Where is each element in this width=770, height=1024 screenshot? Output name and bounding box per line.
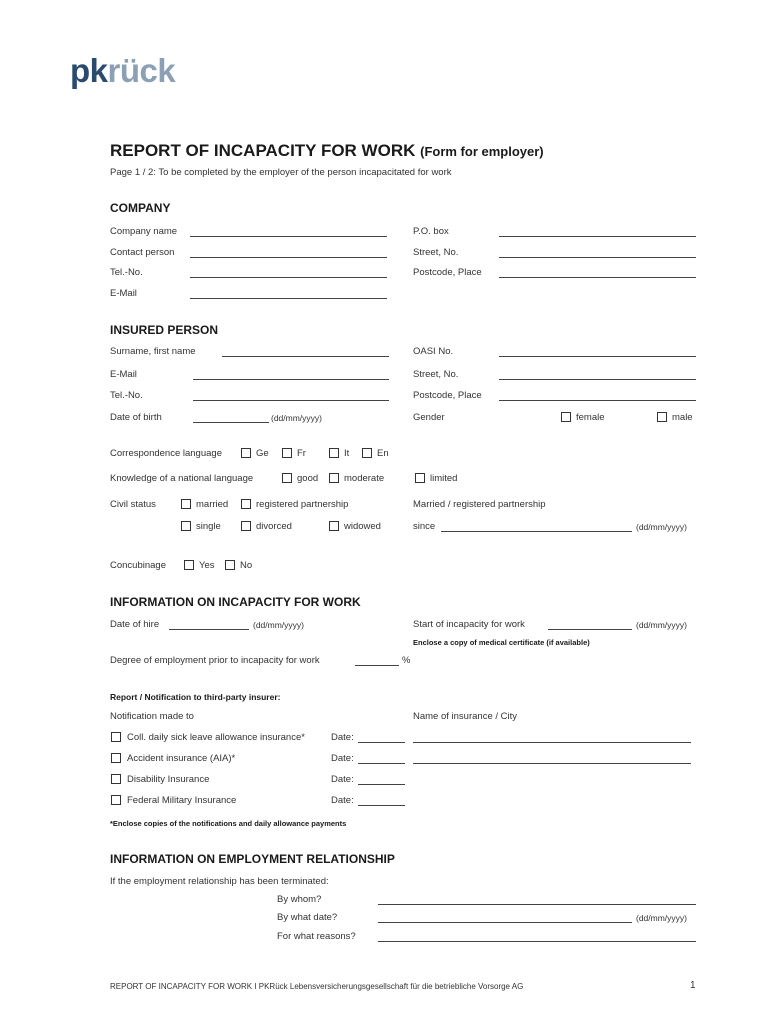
it-checkbox[interactable]	[329, 448, 339, 458]
single-label: single	[196, 521, 221, 532]
concubinage-label: Concubinage	[110, 560, 166, 571]
since-format: (dd/mm/yyyy)	[636, 522, 687, 532]
no-checkbox[interactable]	[225, 560, 235, 570]
coll-date-label: Date:	[331, 732, 354, 743]
coll-date-field[interactable]	[358, 742, 405, 743]
disability-label: Disability Insurance	[127, 774, 210, 785]
accident-checkbox[interactable]	[111, 753, 121, 763]
po-box-field[interactable]	[499, 236, 696, 237]
employment-heading: INFORMATION ON EMPLOYMENT RELATIONSHIP	[110, 852, 395, 866]
coll-insurance-field[interactable]	[413, 742, 691, 743]
reg-partnership-checkbox[interactable]	[241, 499, 251, 509]
insured-tel-label: Tel.-No.	[110, 390, 143, 401]
good-checkbox[interactable]	[282, 473, 292, 483]
notif-made-label: Notification made to	[110, 711, 194, 722]
company-tel-label: Tel.-No.	[110, 267, 143, 278]
enclose-notif-note: *Enclose copies of the notifications and daily allowance payments	[110, 819, 347, 828]
by-date-label: By what date?	[277, 912, 338, 923]
page-number: 1	[690, 980, 696, 991]
date-hire-field[interactable]	[169, 629, 249, 630]
limited-checkbox[interactable]	[415, 473, 425, 483]
company-name-label: Company name	[110, 226, 178, 237]
insured-tel-field[interactable]	[193, 400, 389, 401]
by-whom-field[interactable]	[378, 904, 696, 905]
company-street-field[interactable]	[499, 257, 696, 258]
dob-field[interactable]	[193, 422, 269, 423]
insured-street-label: Street, No.	[413, 369, 459, 380]
by-whom-label: By whom?	[277, 894, 322, 905]
coll-checkbox[interactable]	[111, 732, 121, 742]
civil-status-label: Civil status	[110, 499, 156, 510]
yes-label: Yes	[199, 560, 215, 571]
oasi-label: OASI No.	[413, 346, 454, 357]
no-label: No	[240, 560, 253, 571]
fr-label: Fr	[297, 448, 306, 459]
insured-street-field[interactable]	[499, 379, 696, 380]
insured-email-field[interactable]	[193, 379, 389, 380]
en-checkbox[interactable]	[362, 448, 372, 458]
female-label: female	[576, 412, 605, 423]
widowed-label: widowed	[344, 521, 381, 532]
company-postcode-label: Postcode, Place	[413, 267, 482, 278]
by-date-field[interactable]	[378, 922, 632, 923]
disability-checkbox[interactable]	[111, 774, 121, 784]
logo-part1: pk	[70, 52, 108, 89]
military-date-label: Date:	[331, 795, 354, 806]
dob-format: (dd/mm/yyyy)	[271, 413, 322, 423]
insured-postcode-label: Postcode, Place	[413, 390, 482, 401]
divorced-label: divorced	[256, 521, 292, 532]
title-sub: (Form for employer)	[420, 144, 544, 159]
form-subtitle: Page 1 / 2: To be completed by the employer of the person incapacitated for work	[110, 167, 452, 178]
company-email-field[interactable]	[190, 298, 387, 299]
accident-date-field[interactable]	[358, 763, 405, 764]
married-checkbox[interactable]	[181, 499, 191, 509]
start-label: Start of incapacity for work	[413, 619, 525, 630]
ge-checkbox[interactable]	[241, 448, 251, 458]
accident-insurance-field[interactable]	[413, 763, 691, 764]
fr-checkbox[interactable]	[282, 448, 292, 458]
insured-postcode-field[interactable]	[499, 400, 696, 401]
coll-label: Coll. daily sick leave allowance insurance*	[127, 732, 305, 743]
military-date-field[interactable]	[358, 805, 405, 806]
en-label: En	[377, 448, 389, 459]
surname-label: Surname, first name	[110, 346, 196, 357]
name-insurance-label: Name of insurance / City	[413, 711, 518, 722]
male-label: male	[672, 412, 693, 423]
degree-label: Degree of employment prior to incapacity for work	[110, 655, 320, 666]
limited-label: limited	[430, 473, 458, 484]
report-heading: Report / Notification to third-party insurer:	[110, 692, 281, 702]
footer-text: REPORT OF INCAPACITY FOR WORK I PKRück Lebensversicherungsgesellschaft für die betriebliche Vorsorge AG	[110, 982, 524, 991]
if-terminated-label: If the employment relationship has been terminated:	[110, 876, 329, 887]
insured-email-label: E-Mail	[110, 369, 137, 380]
since-field[interactable]	[441, 531, 632, 532]
moderate-checkbox[interactable]	[329, 473, 339, 483]
military-label: Federal Military Insurance	[127, 795, 237, 806]
company-name-field[interactable]	[190, 236, 387, 237]
accident-label: Accident insurance (AIA)*	[127, 753, 236, 764]
start-field[interactable]	[548, 629, 632, 630]
company-email-label: E-Mail	[110, 288, 137, 299]
accident-date-label: Date:	[331, 753, 354, 764]
reasons-label: For what reasons?	[277, 931, 356, 942]
yes-checkbox[interactable]	[184, 560, 194, 570]
reasons-field[interactable]	[378, 941, 696, 942]
logo-part2: rück	[107, 52, 176, 89]
military-checkbox[interactable]	[111, 795, 121, 805]
male-checkbox[interactable]	[657, 412, 667, 422]
company-tel-field[interactable]	[190, 277, 387, 278]
dob-label: Date of birth	[110, 412, 162, 423]
moderate-label: moderate	[344, 473, 385, 484]
form-title	[110, 141, 544, 161]
company-street-label: Street, No.	[413, 247, 459, 258]
contact-person-field[interactable]	[190, 257, 387, 258]
date-hire-label: Date of hire	[110, 619, 160, 630]
enclose-cert-note: Enclose a copy of medical certificate (if available)	[413, 638, 590, 647]
oasi-field[interactable]	[499, 356, 696, 357]
knowledge-label: Knowledge of a national language	[110, 473, 254, 484]
corr-lang-label: Correspondence language	[110, 448, 222, 459]
incapacity-heading: INFORMATION ON INCAPACITY FOR WORK	[110, 595, 361, 609]
contact-person-label: Contact person	[110, 247, 175, 258]
date-hire-format: (dd/mm/yyyy)	[253, 620, 304, 630]
it-label: It	[344, 448, 350, 459]
gender-label: Gender	[413, 412, 445, 423]
good-label: good	[297, 473, 319, 484]
insured-heading: INSURED PERSON	[110, 323, 219, 337]
single-checkbox[interactable]	[181, 521, 191, 531]
widowed-checkbox[interactable]	[329, 521, 339, 531]
ge-label: Ge	[256, 448, 269, 459]
degree-field[interactable]	[355, 665, 399, 666]
disability-date-label: Date:	[331, 774, 354, 785]
married-label: married	[196, 499, 229, 510]
company-heading: COMPANY	[110, 201, 171, 215]
disability-date-field[interactable]	[358, 784, 405, 785]
logo	[70, 52, 175, 90]
divorced-checkbox[interactable]	[241, 521, 251, 531]
female-checkbox[interactable]	[561, 412, 571, 422]
start-format: (dd/mm/yyyy)	[636, 620, 687, 630]
since-label: since	[413, 521, 436, 532]
married-reg-label: Married / registered partnership	[413, 499, 546, 510]
by-date-format: (dd/mm/yyyy)	[636, 913, 687, 923]
surname-field[interactable]	[222, 356, 389, 357]
po-box-label: P.O. box	[413, 226, 449, 237]
reg-partnership-label: registered partnership	[256, 499, 349, 510]
company-postcode-field[interactable]	[499, 277, 696, 278]
title-main: REPORT OF INCAPACITY FOR WORK	[110, 141, 416, 160]
percent-sign: %	[402, 655, 411, 666]
